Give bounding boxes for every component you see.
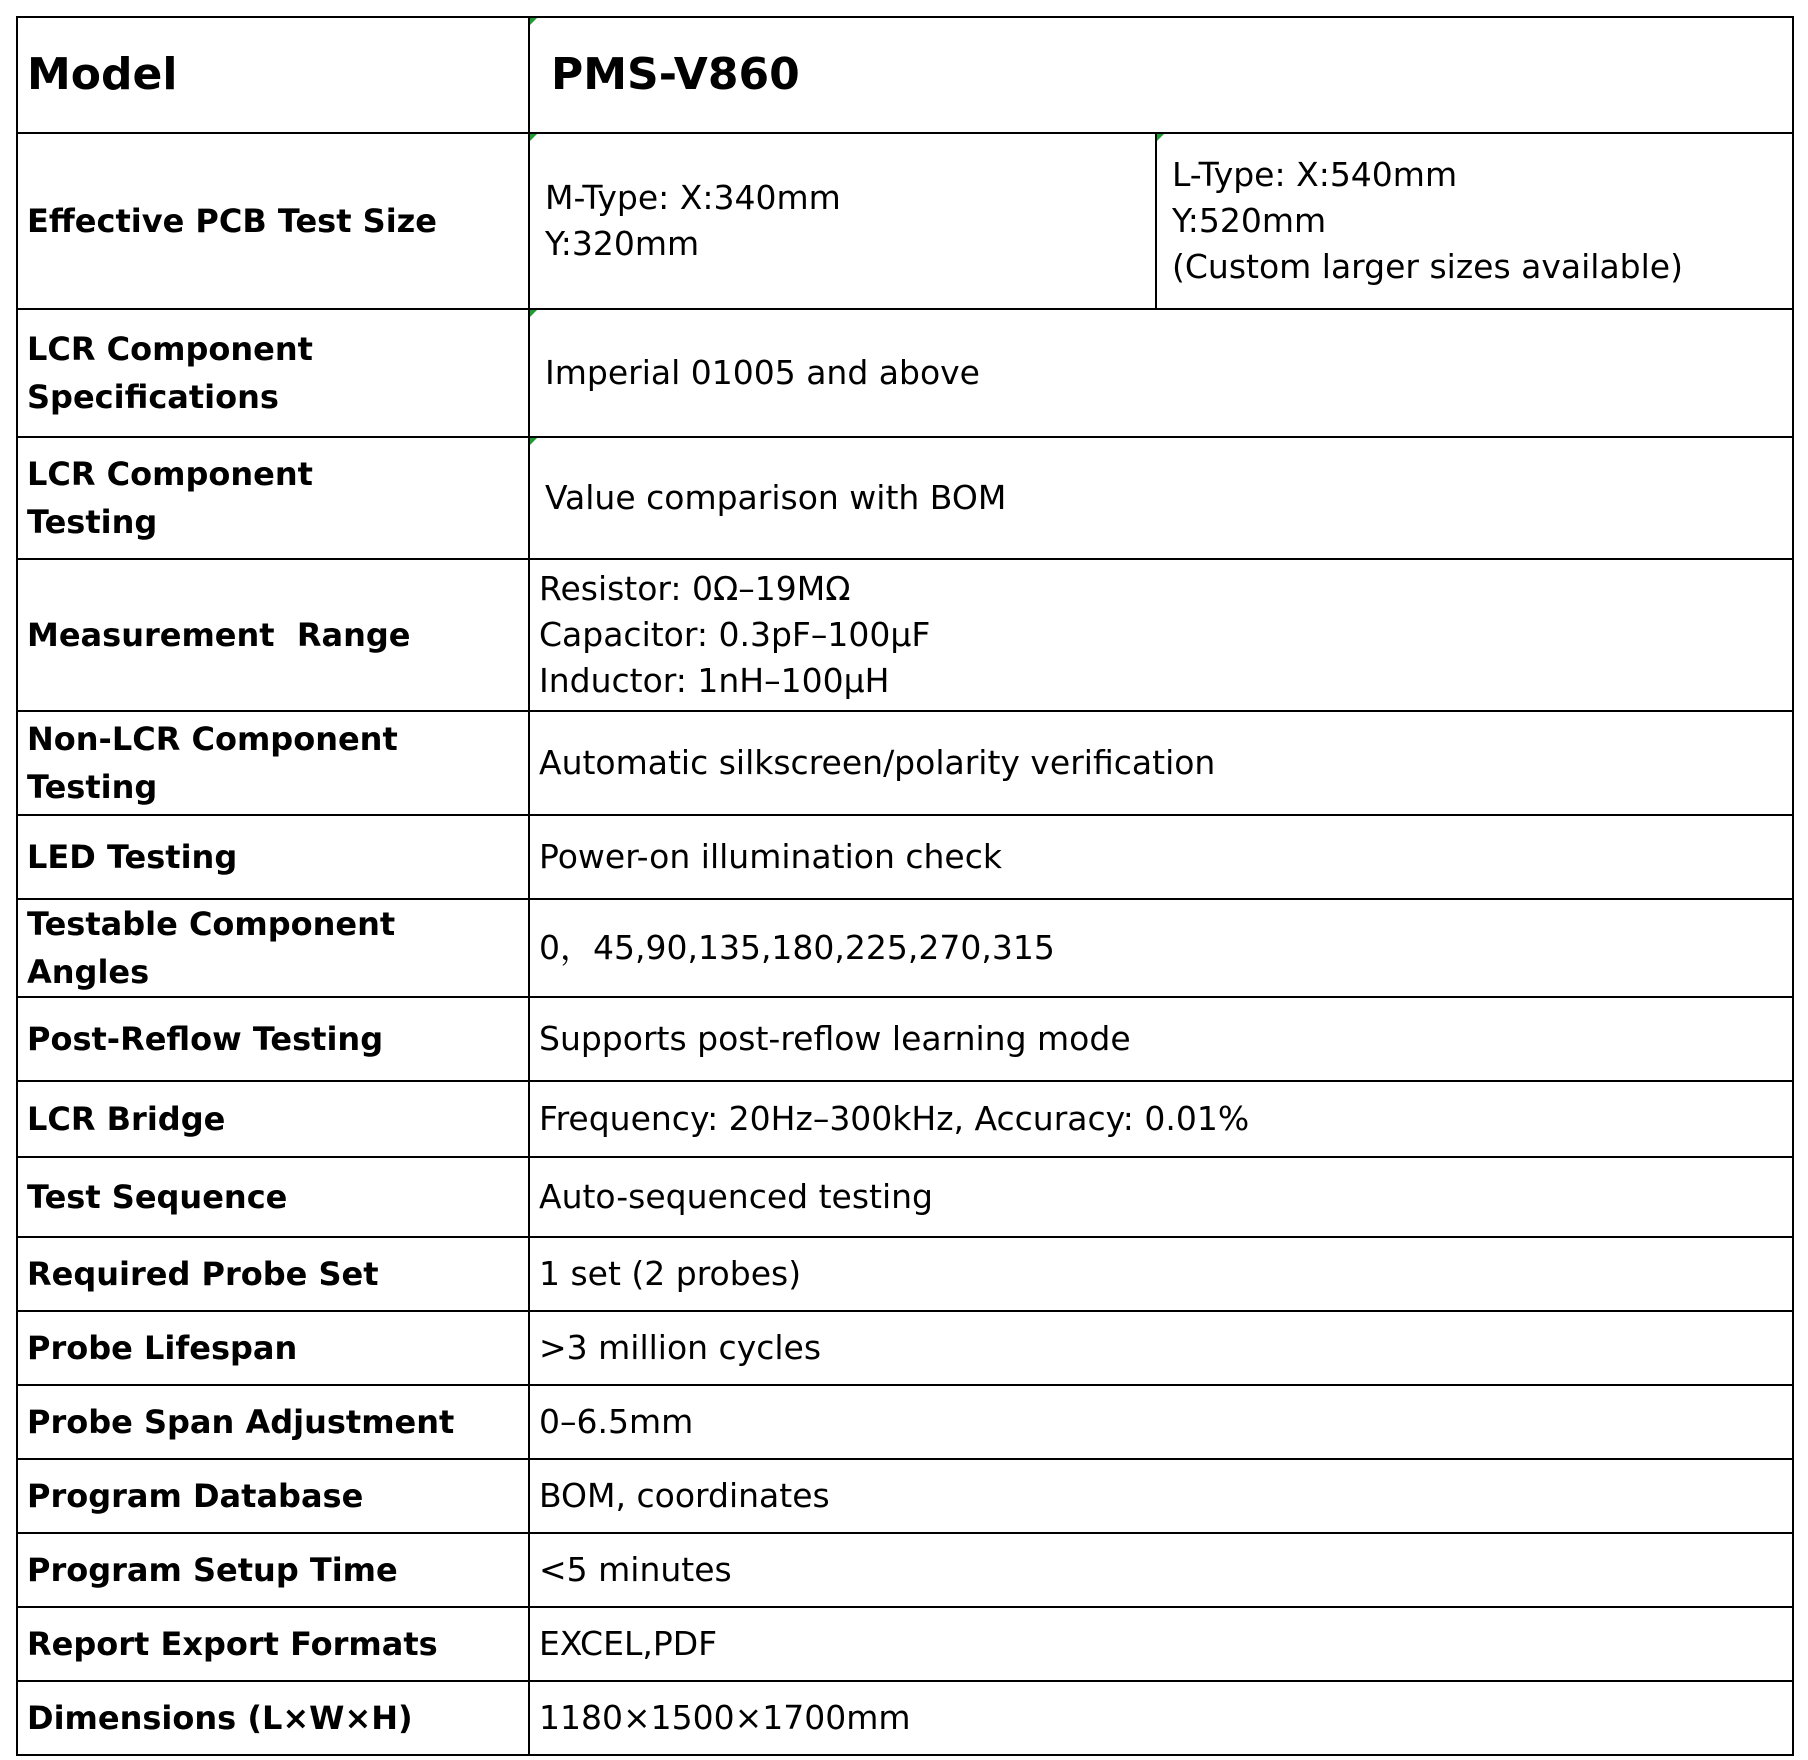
l-type-line-3: (Custom larger sizes available): [1172, 247, 1683, 286]
lcr-testing-value: Value comparison with BOM: [529, 437, 1793, 559]
lcr-specs-label-line-1: LCR Component: [27, 330, 313, 368]
spec-table: [16, 16, 1794, 1756]
lcr-specs-label-line-2: Specifications: [27, 378, 279, 416]
row-label: LED Testing: [17, 815, 529, 899]
row-label: Dimensions (L×W×H): [17, 1681, 529, 1755]
table-row: [17, 899, 1793, 997]
lcr-specs-label: [17, 309, 529, 437]
lcr-testing-label: [17, 437, 529, 559]
row-label: Test Sequence: [17, 1157, 529, 1237]
row-label: Post-Reflow Testing: [17, 997, 529, 1081]
row-label: Testable Component Angles: [17, 899, 529, 997]
row-value: Automatic silkscreen/polarity verification: [529, 711, 1793, 815]
model-value: PMS-V860: [529, 17, 1793, 133]
row-label: Report Export Formats: [17, 1607, 529, 1681]
table-row: [17, 1081, 1793, 1157]
table-row: [17, 1157, 1793, 1237]
row-value: >3 million cycles: [529, 1311, 1793, 1385]
table-row: [17, 997, 1793, 1081]
row-label: Required Probe Set: [17, 1237, 529, 1311]
l-type-line-1: L-Type: X:540mm: [1172, 155, 1458, 194]
table-row-lcr-testing: [17, 437, 1793, 559]
table-row-lcr-specs: [17, 309, 1793, 437]
measurement-range-label: Measurement Range: [17, 559, 529, 711]
row-value: Supports post-reflow learning mode: [529, 997, 1793, 1081]
model-label: Model: [17, 17, 529, 133]
m-type-line-2: Y:320mm: [545, 224, 700, 263]
row-value: Power-on illumination check: [529, 815, 1793, 899]
row-value: 0–6.5mm: [529, 1385, 1793, 1459]
row-value: Frequency: 20Hz–300kHz, Accuracy: 0.01%: [529, 1081, 1793, 1157]
row-value: 0，45,90,135,180,225,270,315: [529, 899, 1793, 997]
table-row: [17, 815, 1793, 899]
row-value: BOM, coordinates: [529, 1459, 1793, 1533]
row-label: LCR Bridge: [17, 1081, 529, 1157]
l-type-line-2: Y:520mm: [1172, 201, 1327, 240]
lcr-specs-value: Imperial 01005 and above: [529, 309, 1793, 437]
row-label: Probe Lifespan: [17, 1311, 529, 1385]
table-row: [17, 1459, 1793, 1533]
lcr-testing-label-line-2: Testing: [27, 503, 158, 541]
pcb-size-label: Effective PCB Test Size: [17, 133, 529, 309]
table-row: [17, 1311, 1793, 1385]
measurement-capacitor: Capacitor: 0.3pF–100μF: [539, 615, 931, 654]
row-label: Probe Span Adjustment: [17, 1385, 529, 1459]
table-row: [17, 711, 1793, 815]
table-row: [17, 1533, 1793, 1607]
table-row: [17, 1237, 1793, 1311]
row-value: 1180×1500×1700mm: [529, 1681, 1793, 1755]
pcb-size-l-type: [1156, 133, 1793, 309]
table-row-measurement-range: [17, 559, 1793, 711]
row-value: EXCEL,PDF: [529, 1607, 1793, 1681]
pcb-size-m-type: [529, 133, 1156, 309]
row-label: Non-LCR Component Testing: [17, 711, 529, 815]
table-row: [17, 1681, 1793, 1755]
measurement-resistor: Resistor: 0Ω–19MΩ: [539, 569, 851, 608]
table-row-model: [17, 17, 1793, 133]
table-row-pcb-size: [17, 133, 1793, 309]
table-row: [17, 1607, 1793, 1681]
row-label: Program Database: [17, 1459, 529, 1533]
row-value: <5 minutes: [529, 1533, 1793, 1607]
row-label: Program Setup Time: [17, 1533, 529, 1607]
measurement-inductor: Inductor: 1nH–100μH: [539, 661, 890, 700]
row-value: 1 set (2 probes): [529, 1237, 1793, 1311]
measurement-range-value: [529, 559, 1793, 711]
m-type-line-1: M-Type: X:340mm: [545, 178, 841, 217]
table-row: [17, 1385, 1793, 1459]
lcr-testing-label-line-1: LCR Component: [27, 455, 313, 493]
row-value: Auto-sequenced testing: [529, 1157, 1793, 1237]
